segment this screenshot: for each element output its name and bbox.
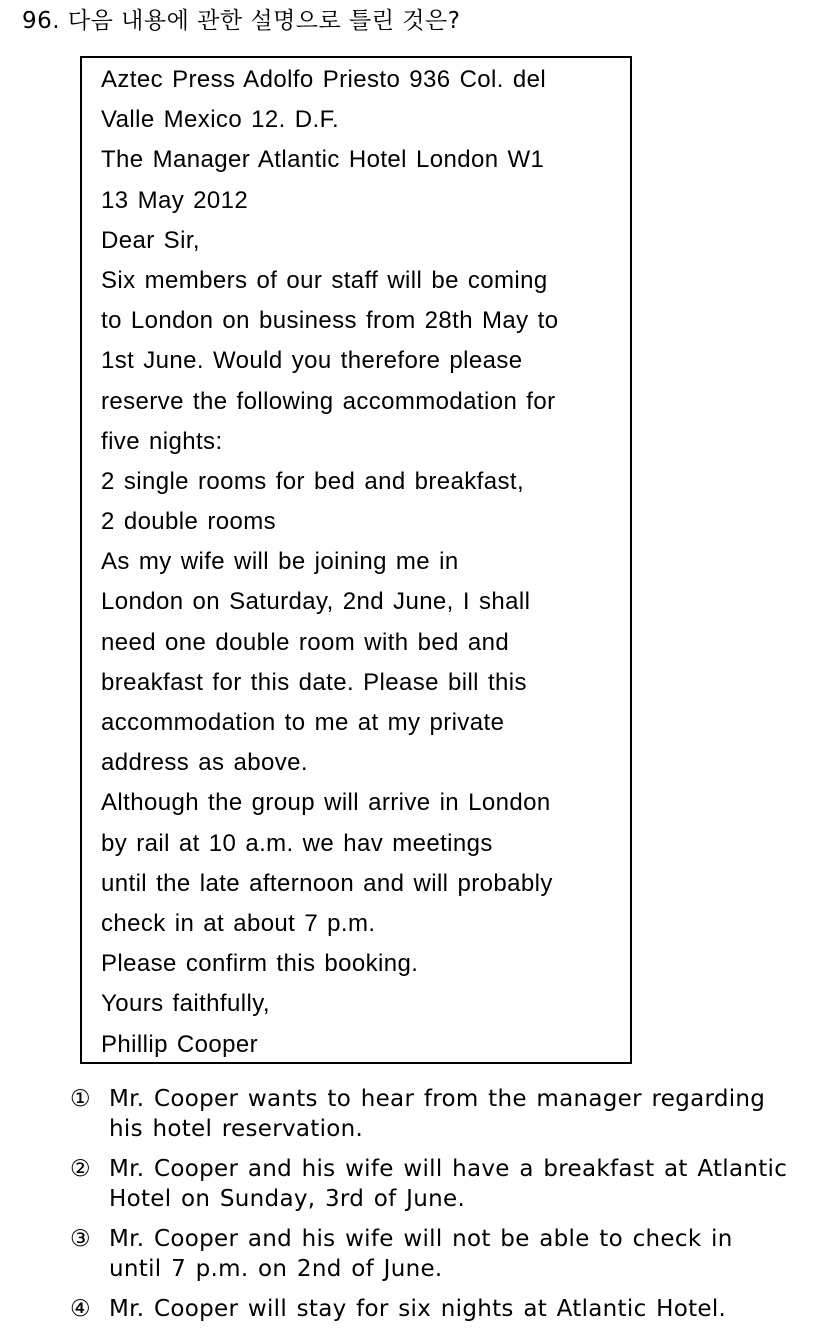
letter-line: Please confirm this booking. (101, 950, 419, 978)
option-text-4: Mr. Cooper will stay for six nights at Atlantic Hotel. (109, 1296, 727, 1322)
letter-line: 2 single rooms for bed and breakfast, (101, 467, 525, 495)
option-number-4: ④ (70, 1296, 91, 1322)
letter-line: Phillip Cooper (101, 1030, 259, 1058)
letter-line: 2 double rooms (101, 508, 277, 536)
letter-line: until the late afternoon and will probably (101, 869, 553, 897)
answer-options (70, 1084, 790, 1334)
letter-line: reserve the following accommodation for (101, 387, 556, 415)
letter-line: need one double room with bed and (101, 628, 510, 656)
question-title: 96. 다음 내용에 관한 설명으로 틀린 것은? (22, 8, 461, 34)
letter-line: Yours faithfully, (101, 990, 270, 1018)
letter-line: Dear Sir, (101, 226, 200, 254)
letter-line: Valle Mexico 12. D.F. (101, 106, 340, 134)
answer-option-3[interactable] (70, 1224, 790, 1284)
answer-option-1[interactable] (70, 1084, 790, 1144)
letter-line: 13 May 2012 (101, 186, 249, 214)
option-number-3: ③ (70, 1226, 91, 1252)
letter-line: The Manager Atlantic Hotel London W1 (101, 146, 545, 174)
letter-line: Aztec Press Adolfo Priesto 936 Col. del (101, 66, 547, 93)
letter-line: breakfast for this date. Please bill this (101, 668, 527, 696)
letter-line: address as above. (101, 749, 308, 777)
letter-line: London on Saturday, 2nd June, I shall (101, 588, 531, 616)
answer-option-4[interactable] (70, 1294, 790, 1324)
option-text-2: Mr. Cooper and his wife will have a breakfast at Atlantic Hotel on Sunday, 3rd of June. (109, 1156, 788, 1212)
option-number-1: ① (70, 1086, 91, 1112)
letter-line: check in at about 7 p.m. (101, 909, 376, 937)
letter-line: by rail at 10 a.m. we hav meetings (101, 829, 493, 857)
letter-line: accommodation to me at my private (101, 709, 505, 736)
letter-line: As my wife will be joining me in (101, 548, 459, 576)
letter-body (101, 60, 558, 1065)
option-text-3: Mr. Cooper and his wife will not be able to check in until 7 p.m. on 2nd of June. (109, 1226, 733, 1282)
letter-line: five nights: (101, 427, 223, 455)
letter-line: to London on business from 28th May to (101, 307, 559, 335)
option-text-1: Mr. Cooper wants to hear from the manager regarding his hotel reservation. (109, 1086, 766, 1142)
letter-box (80, 56, 632, 1064)
answer-option-2[interactable] (70, 1154, 790, 1214)
letter-line: 1st June. Would you therefore please (101, 347, 523, 375)
option-number-2: ② (70, 1156, 91, 1182)
letter-line: Although the group will arrive in London (101, 789, 551, 817)
letter-line: Six members of our staff will be coming (101, 266, 548, 294)
